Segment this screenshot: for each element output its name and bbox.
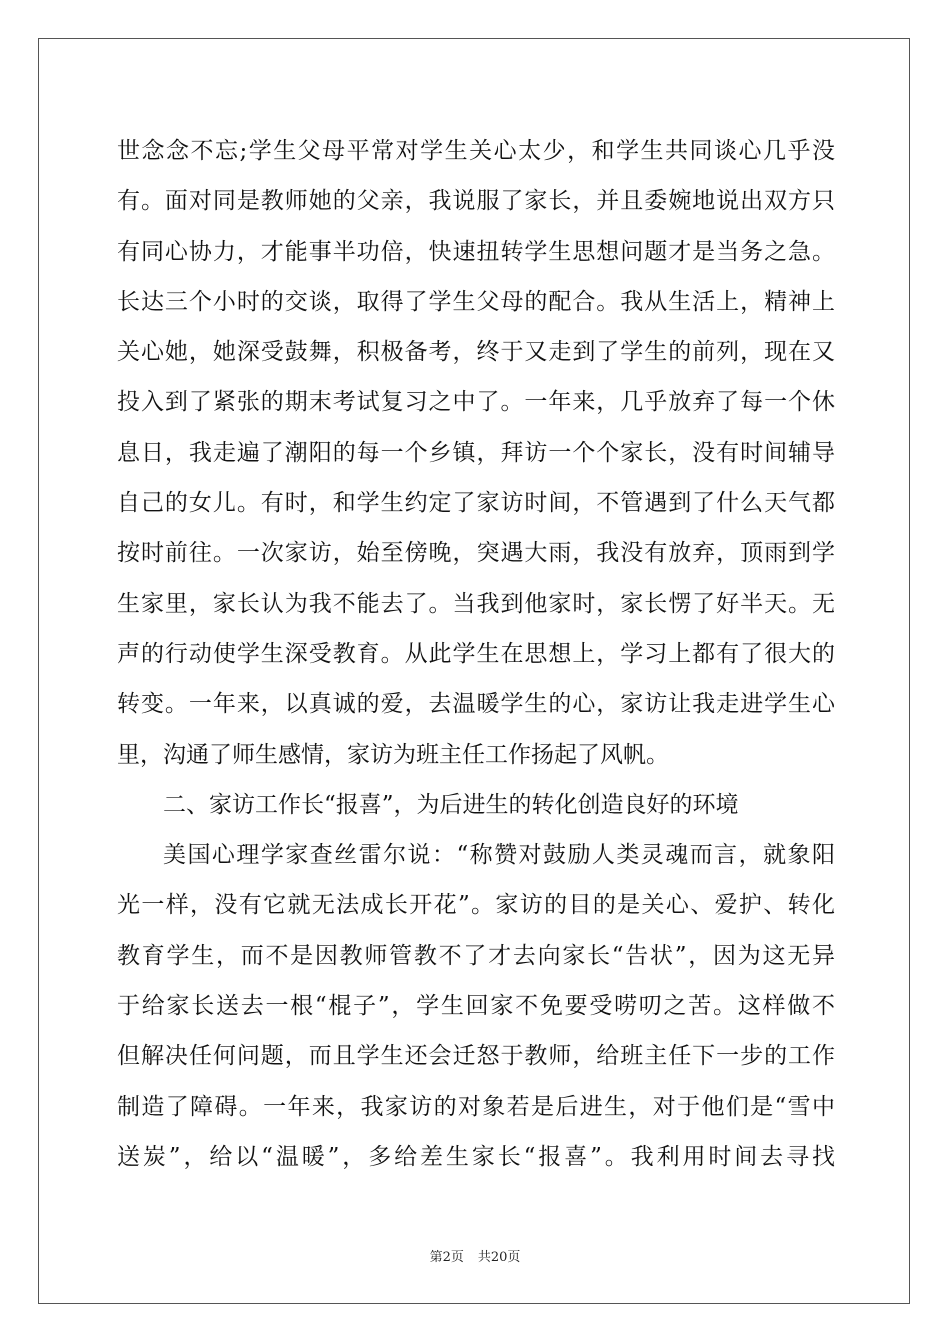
text-line: 光一样，没有它就无法成长开花”。家访的目的是关心、爱护、转化 — [117, 892, 835, 919]
text-line: 关心她，她深受鼓舞，积极备考，终于又走到了学生的前列，现在又 — [117, 339, 835, 366]
text-line: 美国心理学家查丝雷尔说：“称赞对鼓励人类灵魂而言，就象阳 — [163, 842, 835, 869]
text-line: 按时前往。一次家访，始至傍晚，突遇大雨，我没有放弃，顶雨到学 — [117, 540, 835, 567]
text-line: 长达三个小时的交谈，取得了学生父母的配合。我从生活上，精神上 — [117, 288, 835, 315]
text-line: 自己的女儿。有时，和学生约定了家访时间，不管遇到了什么天气都 — [117, 490, 835, 517]
text-line: 有同心协力，才能事半功倍，快速扭转学生思想问题才是当务之急。 — [117, 238, 835, 265]
text-line: 生家里，家长认为我不能去了。当我到他家时，家长愣了好半天。无 — [117, 590, 835, 617]
text-line: 教育学生，而不是因教师管教不了才去向家长“告状”，因为这无异 — [117, 942, 835, 969]
text-line: 制造了障碍。一年来，我家访的对象若是后进生，对于他们是“雪中 — [117, 1093, 835, 1120]
text-line: 息日，我走遍了潮阳的每一个乡镇，拜访一个个家长，没有时间辅导 — [117, 439, 835, 466]
text-line: 转变。一年来，以真诚的爱，去温暖学生的心，家访让我走进学生心 — [117, 691, 835, 718]
text-line: 于给家长送去一根“棍子”，学生回家不免要受唠叨之苦。这样做不 — [117, 993, 835, 1020]
text-line: 有。面对同是教师她的父亲，我说服了家长，并且委婉地说出双方只 — [117, 188, 835, 215]
text-line: 但解决任何问题，而且学生还会迁怒于教师，给班主任下一步的工作 — [117, 1043, 835, 1070]
page-footer — [0, 1246, 950, 1265]
text-line: 投入到了紧张的期末考试复习之中了。一年来，几乎放弃了每一个休 — [117, 389, 835, 416]
text-line: 世念念不忘;学生父母平常对学生关心太少，和学生共同谈心几乎没 — [117, 138, 835, 164]
text-line: 送炭”，给以“温暖”，多给差生家长“报喜”。我利用时间去寻找 — [117, 1143, 835, 1170]
page-number: 第2页 — [429, 1250, 464, 1265]
text-line: 声的行动使学生深受教育。从此学生在思想上，学习上都有了很大的 — [117, 640, 835, 667]
document-body — [117, 126, 835, 1182]
section-heading: 二、家访工作长“报喜”，为后进生的转化创造良好的环境 — [163, 791, 739, 818]
page-total: 共20页 — [477, 1250, 521, 1265]
text-line: 里，沟通了师生感情，家访为班主任工作扬起了风帆。 — [117, 741, 669, 768]
